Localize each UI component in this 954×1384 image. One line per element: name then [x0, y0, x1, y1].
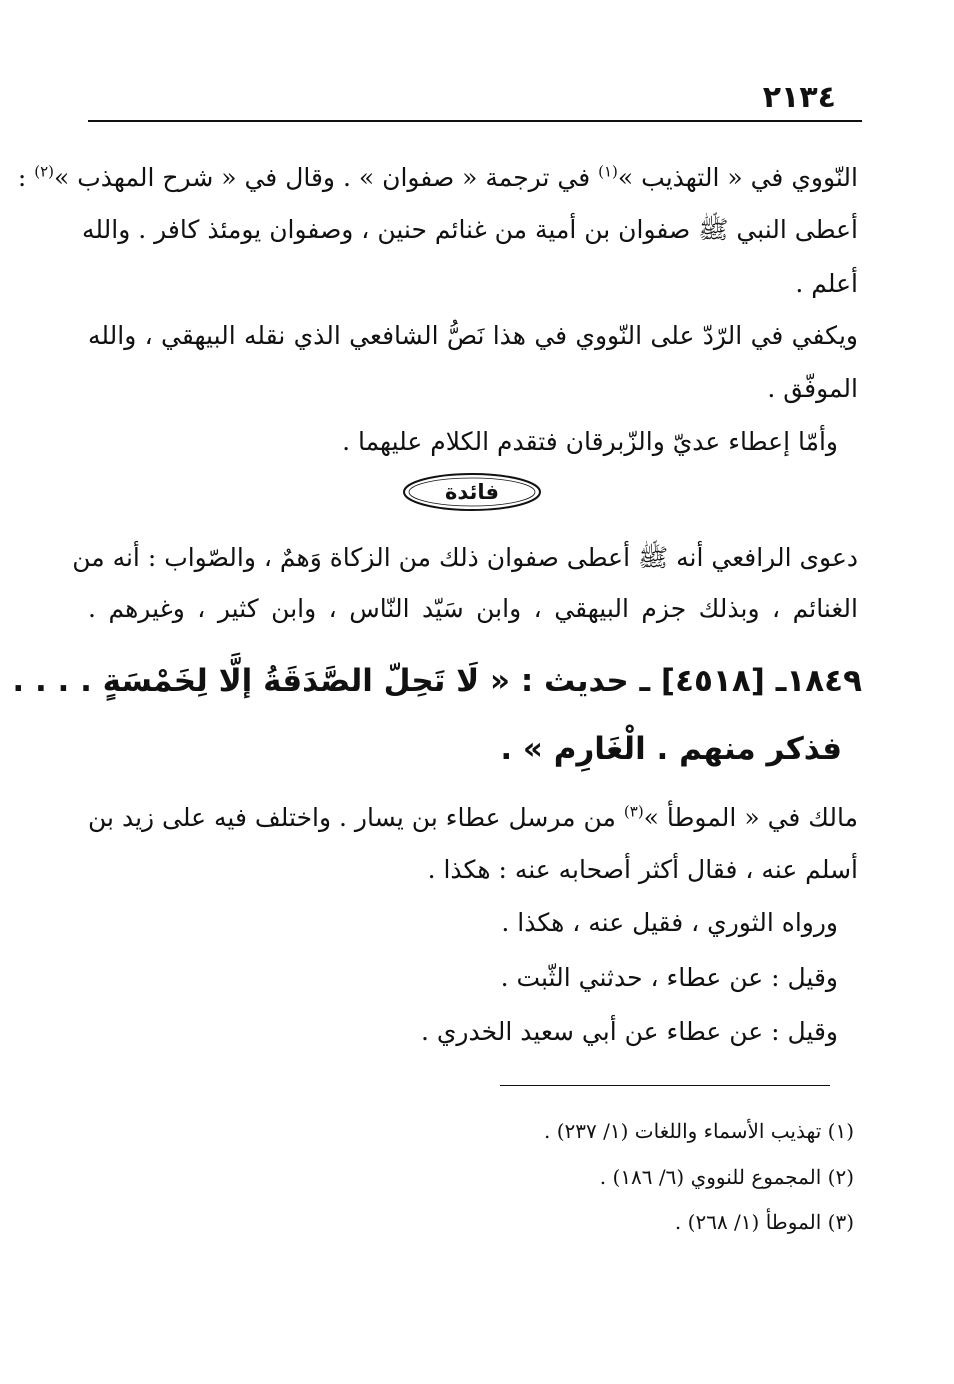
footnote-separator — [500, 1085, 830, 1086]
text-segment: مالك في « الموطأ » — [643, 803, 858, 832]
paragraph-3: وأمّا إعطاء عديّ والزّبرقان فتقدم الكلام عليهما . — [342, 427, 838, 456]
fayda-heading-badge — [401, 470, 543, 514]
footnote-1: (١) تهذيب الأسماء واللغات (١/ ٢٣٧) . — [544, 1119, 854, 1143]
text-segment: من مرسل عطاء بن يسار . واختلف فيه على زيد بن — [88, 803, 624, 832]
paragraph-1-line-2: أعطى النبي ﷺ صفوان بن أمية من غنائم حنين ، وصفوان يومئذ كافر . والله — [81, 215, 858, 244]
paragraph-2-line-1: ويكفي في الرّدّ على النّووي في هذا نَصُّ الشافعي الذي نقله البيهقي ، والله — [88, 321, 858, 350]
paragraph-4-line-1: دعوى الرافعي أنه ﷺ أعطى صفوان ذلك من الزكاة وَهمٌ ، والصّواب : أنه من — [72, 543, 858, 572]
paragraph-4-line-2: الغنائم ، وبذلك جزم البيهقي ، وابن سَيّد النّاس ، وابن كثير ، وغيرهم . — [88, 594, 858, 623]
footnote-3: (٣) الموطأ (١/ ٢٦٨) . — [674, 1210, 854, 1234]
paragraph-5-line-5: وقيل : عن عطاء عن أبي سعيد الخدري . — [420, 1017, 838, 1046]
paragraph-1-line-3: أعلم . — [795, 269, 858, 298]
text-segment: النّووي في « التهذيب » — [617, 163, 858, 192]
hadith-heading-line-2: فذكر منهم . الْغَارِم » . — [500, 731, 842, 767]
paragraph-5-line-3: ورواه الثوري ، فقيل عنه ، هكذا . — [501, 908, 838, 937]
header-rule — [88, 120, 862, 122]
paragraph-5-line-4: وقيل : عن عطاء ، حدثني الثّبت . — [500, 963, 838, 992]
footnote-ref-2[interactable]: (٢) — [34, 162, 55, 181]
paragraph-5-line-1 — [88, 798, 858, 838]
footnote-ref-1[interactable]: (١) — [598, 162, 618, 181]
hadith-heading-line-1: ١٨٤٩ـ [٤٥١٨] ـ حديث : « لَا تَحِلّ الصَّدَقَةُ إلَّا لِخَمْسَةٍ . . . . — [12, 663, 862, 699]
paragraph-1-line-1 — [17, 158, 858, 198]
paragraph-5-line-2: أسلم عنه ، فقال أكثر أصحابه عنه : هكذا . — [427, 855, 858, 884]
text-segment: : — [17, 163, 35, 192]
fayda-heading: فائدة — [444, 480, 500, 504]
text-segment: في ترجمة « صفوان » . وقال في « شرح المهذب » — [54, 163, 599, 192]
page-number: ٢١٣٤ — [762, 80, 836, 115]
footnote-ref-3[interactable]: (٣) — [623, 802, 644, 821]
paragraph-2-line-2: الموفّق . — [767, 374, 858, 403]
footnote-2: (٢) المجموع للنووي (٦/ ١٨٦) . — [599, 1165, 854, 1189]
